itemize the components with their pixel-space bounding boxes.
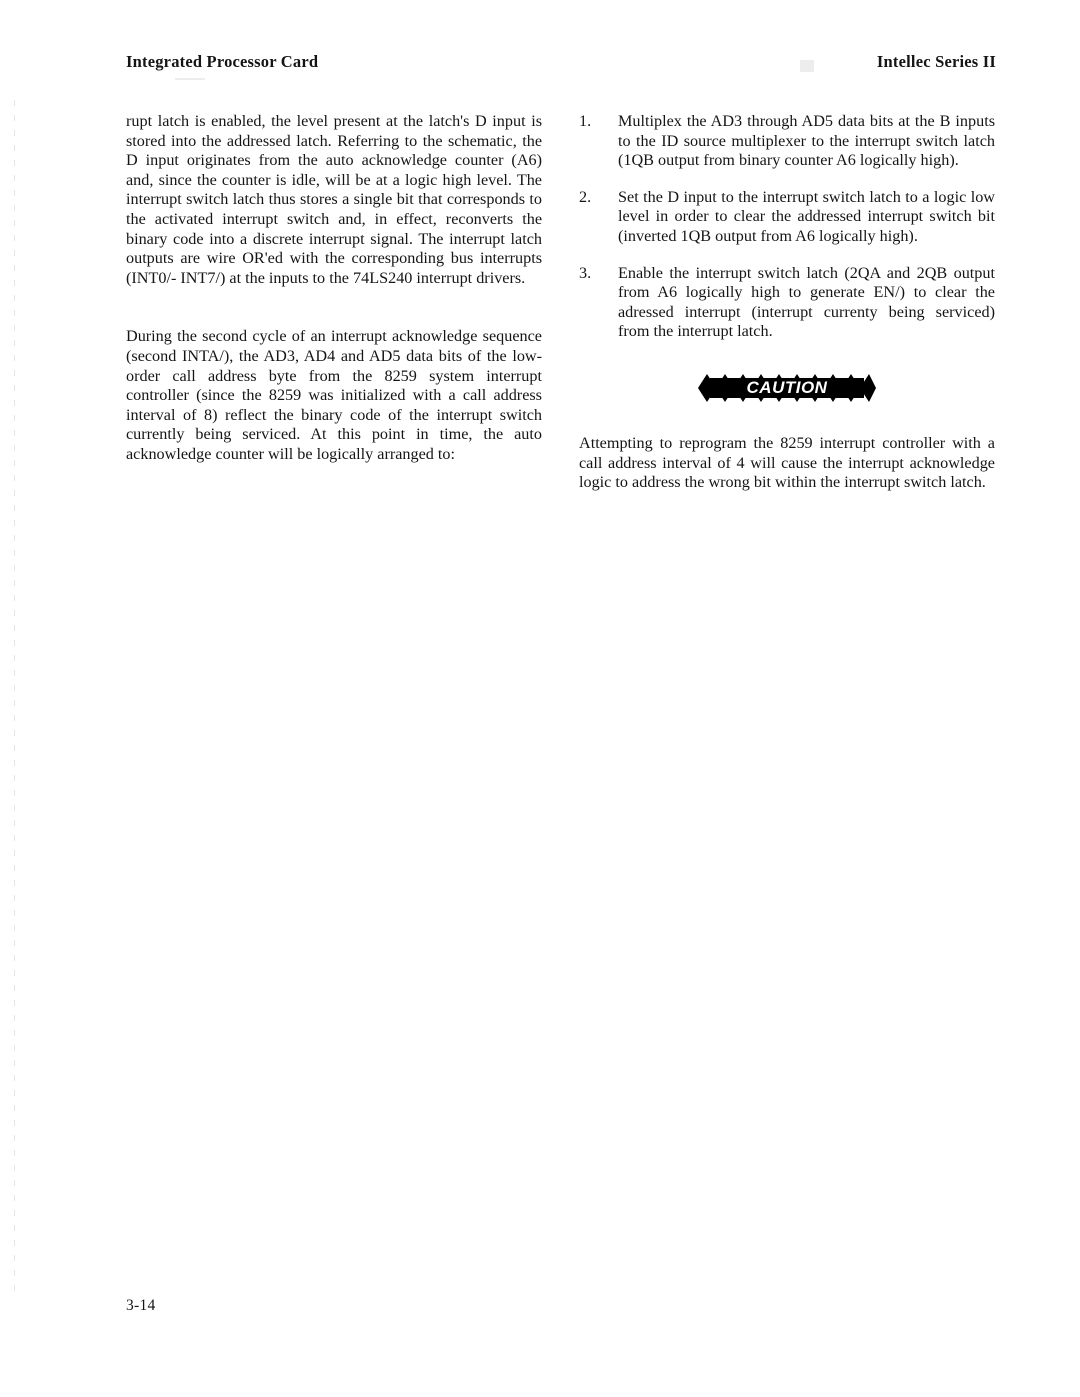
running-head-right: Intellec Series II	[876, 52, 996, 71]
body-columns	[126, 112, 996, 493]
list-item-number: 1.	[579, 112, 592, 130]
scan-artifact-marks	[14, 100, 20, 1250]
page-number: 3-14	[126, 1297, 156, 1314]
caution-starburst	[698, 368, 876, 408]
list-item-number: 2.	[579, 187, 592, 206]
left-column	[126, 112, 542, 493]
list-item	[579, 112, 995, 171]
list-item-text: Enable the interrupt switch latch (2QA and 2QB output from A6 logically high to generate EN/) to clear the adressed interrupt (interrupt currenty being serviced) from the interrupt latch.	[618, 263, 995, 341]
numbered-step-list	[579, 112, 995, 342]
right-column	[579, 112, 995, 493]
caution-text: Attempting to reprogram the 8259 interrupt controller with a call address interval of 4 will cause the interrupt acknowledge logic to address the wrong bit within the interrupt switch latch.	[579, 433, 995, 492]
list-item-text: Set the D input to the interrupt switch latch to a logic low level in order to clear the addressed interrupt switch bit (inverted 1QB output from A6 logically high).	[618, 187, 995, 245]
scan-smudge	[175, 78, 205, 80]
list-item-text: Multiplex the AD3 through AD5 data bits at the B inputs to the ID source multiplexer to the interrupt switch latch (1QB output from binary counter A6 logically high).	[618, 112, 995, 170]
list-item	[579, 264, 995, 342]
caution-label: CAUTION	[746, 377, 828, 397]
list-item	[579, 188, 995, 247]
paragraph-continuation: rupt latch is enabled, the level present at the latch's D input is stored into the addressed latch. Referring to the schematic, the D input originates from the auto acknowledge counter (A6) and, since the counter is idle, will be at a logic high level. The interrupt switch latch thus stores a single bit that corresponds to the activated interrupt switch and, in effect, reconverts the binary code into a discrete interrupt signal. The interrupt latch outputs are wire OR'ed with the corresponding bus interrupts (INT0/- INT7/) at the inputs to the 74LS240 interrupt drivers.	[126, 112, 542, 287]
paragraph-second-cycle: During the second cycle of an interrupt acknowledge sequence (second INTA/), the AD3, AD4 and AD5 data bits of the low-order call address byte from the 8259 system interrupt controller (since the 8259 was initialized with a call address interval of 8) reflect the binary code of the interrupt switch currently being serviced. At this point in time, the auto acknowledge counter will be logically arranged to:	[126, 327, 542, 463]
running-head-left: Integrated Processor Card	[126, 52, 319, 71]
caution-banner	[579, 368, 995, 408]
running-head	[126, 52, 996, 72]
list-item-number: 3.	[579, 263, 592, 282]
